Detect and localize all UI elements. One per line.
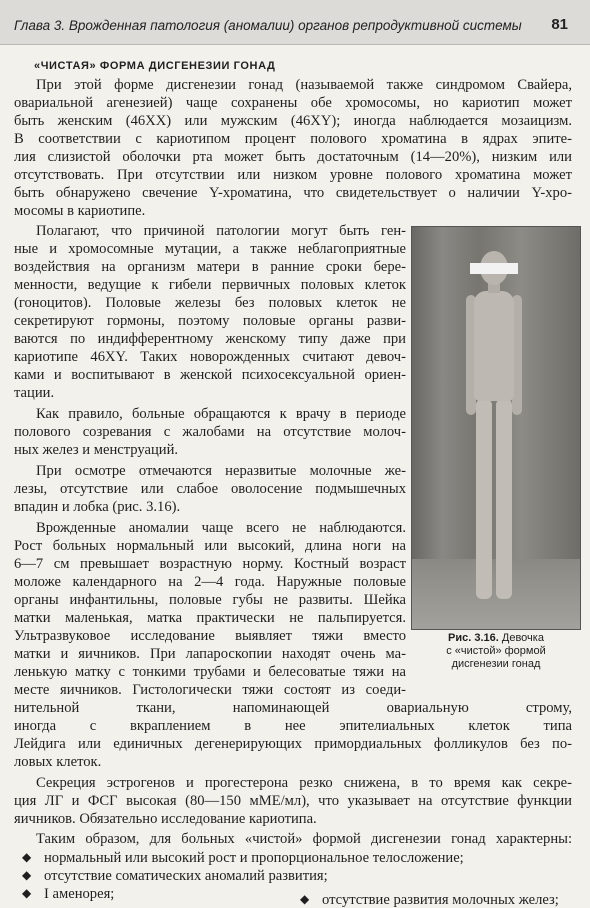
text-line: ваются по индифферентному женскому типу даже при [14, 331, 406, 347]
text-line: месте яичников. Гистологически тяжи состоят из соеди- [14, 682, 406, 698]
text-line: тации. [14, 385, 55, 401]
text-line: иногда с вкраплением в нее эпителиальных клеток типа [14, 718, 572, 734]
caption-line: дисгенезии гонад [451, 658, 541, 670]
diamond-bullet-icon: ◆ [300, 892, 310, 906]
text-line: ция ЛГ и ФСГ высокая (80—150 мМЕ/мл), что указывает на отсутствие функции [14, 793, 572, 809]
text-line: ками и воспитывают в женской психосексуальной ориен- [14, 367, 406, 383]
text-line: ные и хромосомные мутации, а также неблагоприятные [14, 241, 406, 257]
caption-line: с «чистой» формой [446, 645, 546, 657]
text-line: яичников. Обязательно исследование кариотипа. [14, 811, 317, 827]
text-line: Врожденные аномалии чаще всего не наблюдаются. [36, 520, 406, 536]
figure-caption [414, 632, 578, 671]
text-line: Как правило, больные обращаются к врачу в периоде [36, 406, 406, 422]
figure-label: Рис. 3.16. [448, 632, 499, 644]
text-line: мосомы в кариотипе. [14, 203, 146, 219]
text-line: Лейдига или единичных дегенерирующих примордиальных фолликулов без по- [14, 736, 572, 752]
text-line: При осмотре отмечаются неразвитые молочные же- [36, 463, 406, 479]
text-line: секретируют гормоны, поэтому половые органы разви- [14, 313, 406, 329]
patient-photo [411, 226, 581, 630]
text-line: Рост больных нормальный или высокий, длина ноги на [14, 538, 406, 554]
text-line: быть обнаружено свечение Y-хроматина, что свидетельствует о наличии Y-хро- [14, 185, 572, 201]
text-line: матки и яичников. При лапароскопии находят очень ма- [14, 646, 406, 662]
text-line: лезы, отсутствие или слабое оволосение подмышечных [14, 481, 406, 497]
text-line: ленькую матку с тонкими трубами и белесоватые тяжи на [14, 664, 406, 680]
text-line: воздействия на организм матери в ранние сроки бере- [14, 259, 406, 275]
text-line: моложе календарного на 2—4 года. Наружные половые [14, 574, 406, 590]
text-line: быть женским (46XX) или мужским (46XY); иногда наблюдается мозаицизм. [14, 113, 572, 129]
bullet-text: нормальный или высокий рост и пропорциональное телосложение; [44, 850, 464, 866]
text-line: матки маленькая, матка практически не пальпируется. [14, 610, 406, 626]
text-line: впадин и лобка (рис. 3.16). [14, 499, 181, 515]
bullet-item [22, 866, 328, 884]
bullet-item [22, 884, 114, 902]
text-line: ных желез и менструаций. [14, 442, 179, 458]
text-line: отсутствовать. При отсутствии или низком уровне полового хроматина может [14, 167, 572, 183]
running-header-title: Глава 3. Врожденная патология (аномалии) органов репродуктивной системы [14, 18, 522, 33]
standing-figure [464, 251, 524, 611]
diamond-bullet-icon: ◆ [22, 850, 32, 864]
page-number: 81 [551, 16, 568, 33]
text-line: Таким образом, для больных «чистой» формой дисгенезии гонад характерны: [36, 831, 572, 847]
text-line: лия слизистой оболочки рта может быть достаточным (14—20%), низким или [14, 149, 572, 165]
text-line: В соответствии с кариотипом процент полового хроматина в ядрах эпите- [14, 131, 572, 147]
text-line: полового созревания с жалобами на отсутствие молоч- [14, 424, 406, 440]
text-line: 6—7 см превышает возрастную норму. Костный возраст [14, 556, 406, 572]
caption-line: Девочка [501, 632, 544, 644]
text-line: нительной ткани, напоминающей овариальную строму, [14, 700, 572, 716]
diamond-bullet-icon: ◆ [22, 886, 32, 900]
text-line: При этой форме дисгенезии гонад (называемой также синдромом Свайера, [36, 77, 572, 93]
text-line: кариотипе 46XY. Таких новорожденных считают девоч- [14, 349, 406, 365]
bullet-text: отсутствие соматических аномалий развития; [44, 868, 328, 884]
bullet-text: I аменорея; [44, 886, 115, 902]
diamond-bullet-icon: ◆ [22, 868, 32, 882]
page-header [0, 0, 590, 45]
bullet-text: отсутствие развития молочных желез; [322, 892, 559, 908]
text-line: менности, ведущие к гибели первичных половых клеток [14, 277, 406, 293]
bullet-item [22, 848, 464, 866]
text-line: Ультразвуковое исследование выявляет тяжи вместо [14, 628, 406, 644]
section-heading: «ЧИСТАЯ» ФОРМА ДИСГЕНЕЗИИ ГОНАД [34, 60, 276, 72]
text-line: органы инфантильны, половые губы не развиты. Шейка [14, 592, 406, 608]
text-line: овариальной агенезией) чаще сохранены обе хромосомы, но кариотип может [14, 95, 572, 111]
text-line: (гоноцитов). Половые железы без половых клеток не [14, 295, 406, 311]
eye-mask [470, 263, 518, 274]
text-line: Полагают, что причиной патологии могут быть ген- [36, 223, 406, 239]
text-line: Секреция эстрогенов и прогестерона резко снижена, в то время как секре- [36, 775, 572, 791]
text-line: ловых клеток. [14, 754, 102, 770]
bullet-item [300, 890, 559, 908]
